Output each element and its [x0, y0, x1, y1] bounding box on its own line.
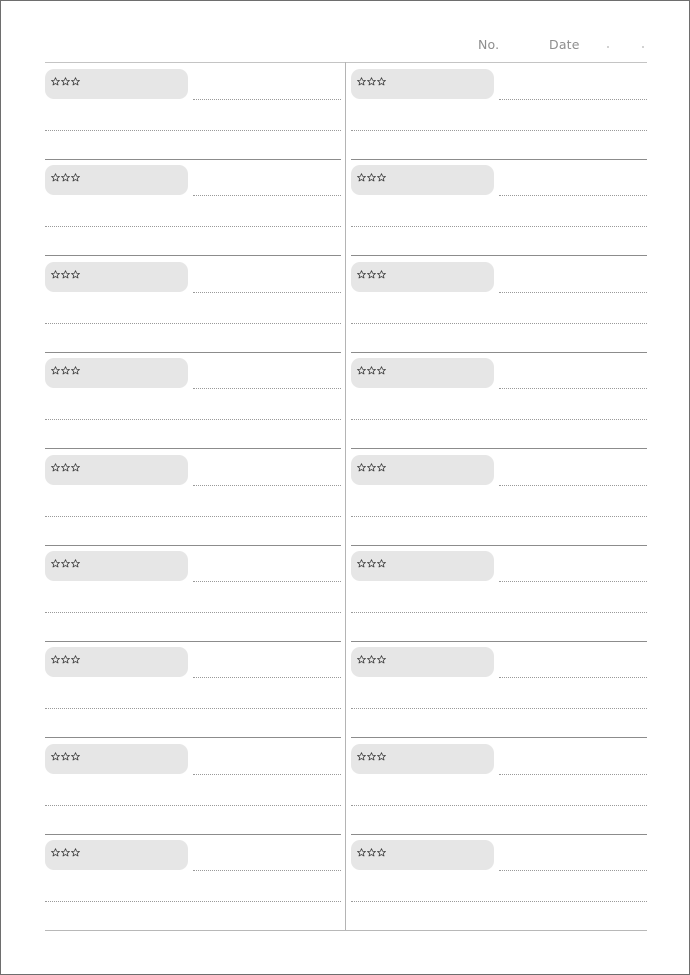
star-outline-icon[interactable] [61, 77, 70, 86]
entry-writing-line[interactable] [45, 323, 341, 324]
star-rating[interactable] [357, 655, 386, 665]
star-outline-icon[interactable] [71, 77, 80, 86]
entry-block [45, 545, 341, 641]
star-outline-icon[interactable] [377, 848, 386, 857]
star-outline-icon[interactable] [51, 77, 60, 86]
entry-writing-line[interactable] [499, 195, 647, 196]
entry-block [351, 834, 647, 930]
star-rating[interactable] [51, 655, 80, 665]
star-outline-icon[interactable] [357, 77, 366, 86]
entry-block [351, 449, 647, 545]
entry-writing-line[interactable] [45, 419, 341, 420]
entry-title-field[interactable] [45, 647, 188, 677]
star-outline-icon[interactable] [61, 559, 70, 568]
star-rating[interactable] [51, 559, 80, 569]
star-outline-icon[interactable] [357, 173, 366, 182]
star-outline-icon[interactable] [367, 559, 376, 568]
star-outline-icon[interactable] [71, 366, 80, 375]
entry-writing-line[interactable] [193, 774, 341, 775]
entry-title-field[interactable] [45, 455, 188, 485]
star-outline-icon[interactable] [71, 848, 80, 857]
entry-block [351, 256, 647, 352]
star-rating[interactable] [51, 270, 80, 280]
star-rating[interactable] [51, 77, 80, 87]
entry-title-field[interactable] [351, 551, 494, 581]
entry-title-field[interactable] [45, 744, 188, 774]
star-outline-icon[interactable] [357, 559, 366, 568]
no-label: No. [478, 37, 500, 52]
entry-block [351, 352, 647, 448]
date-separator-dot [607, 46, 609, 48]
entry-block [45, 159, 341, 255]
star-outline-icon[interactable] [367, 366, 376, 375]
star-outline-icon[interactable] [61, 463, 70, 472]
star-outline-icon[interactable] [377, 655, 386, 664]
entry-writing-line[interactable] [193, 388, 341, 389]
star-outline-icon[interactable] [51, 270, 60, 279]
entry-title-field[interactable] [351, 69, 494, 99]
entry-title-field[interactable] [45, 551, 188, 581]
star-rating[interactable] [357, 173, 386, 183]
entry-writing-line[interactable] [351, 419, 647, 420]
entry-title-field[interactable] [351, 744, 494, 774]
entry-writing-line[interactable] [351, 805, 647, 806]
entry-writing-line[interactable] [499, 581, 647, 582]
entry-writing-line[interactable] [351, 708, 647, 709]
star-rating[interactable] [51, 463, 80, 473]
star-outline-icon[interactable] [51, 366, 60, 375]
star-outline-icon[interactable] [71, 559, 80, 568]
star-outline-icon[interactable] [51, 173, 60, 182]
entry-block [351, 63, 647, 159]
entry-block [45, 834, 341, 930]
entry-block [45, 738, 341, 834]
star-rating[interactable] [51, 848, 80, 858]
entry-writing-line[interactable] [45, 612, 341, 613]
entry-writing-line[interactable] [45, 708, 341, 709]
entry-writing-line[interactable] [193, 581, 341, 582]
entry-block [351, 545, 647, 641]
entry-title-field[interactable] [45, 165, 188, 195]
entry-writing-line[interactable] [499, 388, 647, 389]
entry-writing-line[interactable] [193, 870, 341, 871]
star-outline-icon[interactable] [61, 752, 70, 761]
entry-writing-line[interactable] [45, 901, 341, 902]
entry-writing-line[interactable] [351, 226, 647, 227]
star-outline-icon[interactable] [357, 270, 366, 279]
star-outline-icon[interactable] [367, 173, 376, 182]
star-rating[interactable] [357, 752, 386, 762]
entry-writing-line[interactable] [193, 485, 341, 486]
star-outline-icon[interactable] [367, 848, 376, 857]
star-outline-icon[interactable] [377, 270, 386, 279]
star-outline-icon[interactable] [71, 270, 80, 279]
star-rating[interactable] [51, 366, 80, 376]
entry-writing-line[interactable] [351, 901, 647, 902]
entry-block [45, 63, 341, 159]
star-outline-icon[interactable] [61, 655, 70, 664]
entry-writing-line[interactable] [45, 226, 341, 227]
entry-writing-line[interactable] [499, 774, 647, 775]
star-outline-icon[interactable] [71, 655, 80, 664]
entry-writing-line[interactable] [351, 130, 647, 131]
star-rating[interactable] [357, 77, 386, 87]
star-rating[interactable] [51, 173, 80, 183]
entry-writing-line[interactable] [193, 677, 341, 678]
star-outline-icon[interactable] [367, 270, 376, 279]
star-outline-icon[interactable] [51, 752, 60, 761]
entry-title-field[interactable] [45, 840, 188, 870]
entry-writing-line[interactable] [499, 292, 647, 293]
star-rating[interactable] [357, 463, 386, 473]
star-outline-icon[interactable] [357, 655, 366, 664]
star-outline-icon[interactable] [377, 559, 386, 568]
star-outline-icon[interactable] [377, 463, 386, 472]
entry-writing-line[interactable] [193, 99, 341, 100]
entry-title-field[interactable] [351, 165, 494, 195]
star-outline-icon[interactable] [357, 752, 366, 761]
entry-title-field[interactable] [351, 358, 494, 388]
star-rating[interactable] [357, 848, 386, 858]
star-outline-icon[interactable] [61, 366, 70, 375]
entry-block [45, 352, 341, 448]
entry-writing-line[interactable] [351, 516, 647, 517]
entry-writing-line[interactable] [499, 99, 647, 100]
entry-block [45, 256, 341, 352]
entry-block [351, 738, 647, 834]
star-rating[interactable] [51, 752, 80, 762]
star-outline-icon[interactable] [51, 559, 60, 568]
star-rating[interactable] [357, 559, 386, 569]
star-outline-icon[interactable] [357, 463, 366, 472]
entry-block [45, 449, 341, 545]
entry-block [351, 641, 647, 737]
date-separator-dot [642, 46, 644, 48]
entry-title-field[interactable] [45, 262, 188, 292]
star-outline-icon[interactable] [367, 752, 376, 761]
star-rating[interactable] [357, 366, 386, 376]
entry-writing-line[interactable] [499, 485, 647, 486]
star-outline-icon[interactable] [71, 752, 80, 761]
entry-writing-line[interactable] [351, 612, 647, 613]
star-outline-icon[interactable] [71, 463, 80, 472]
star-outline-icon[interactable] [377, 366, 386, 375]
star-outline-icon[interactable] [367, 77, 376, 86]
entry-title-field[interactable] [351, 840, 494, 870]
column-divider [345, 62, 346, 931]
bottom-rule [45, 930, 647, 931]
entry-title-field[interactable] [351, 455, 494, 485]
entry-writing-line[interactable] [45, 516, 341, 517]
entry-writing-line[interactable] [45, 130, 341, 131]
entry-block [351, 159, 647, 255]
entry-writing-line[interactable] [499, 677, 647, 678]
entry-writing-line[interactable] [45, 805, 341, 806]
star-outline-icon[interactable] [61, 848, 70, 857]
star-rating[interactable] [357, 270, 386, 280]
star-outline-icon[interactable] [357, 366, 366, 375]
star-outline-icon[interactable] [51, 655, 60, 664]
star-outline-icon[interactable] [377, 173, 386, 182]
entry-title-field[interactable] [45, 358, 188, 388]
star-outline-icon[interactable] [377, 77, 386, 86]
star-outline-icon[interactable] [377, 752, 386, 761]
star-outline-icon[interactable] [367, 655, 376, 664]
entry-writing-line[interactable] [193, 195, 341, 196]
entry-title-field[interactable] [351, 647, 494, 677]
date-label: Date [549, 37, 580, 52]
star-outline-icon[interactable] [61, 270, 70, 279]
entry-writing-line[interactable] [351, 323, 647, 324]
entry-block [45, 641, 341, 737]
star-outline-icon[interactable] [61, 173, 70, 182]
entry-title-field[interactable] [45, 69, 188, 99]
star-outline-icon[interactable] [51, 848, 60, 857]
star-outline-icon[interactable] [367, 463, 376, 472]
entry-title-field[interactable] [351, 262, 494, 292]
star-outline-icon[interactable] [51, 463, 60, 472]
entry-writing-line[interactable] [193, 292, 341, 293]
star-outline-icon[interactable] [71, 173, 80, 182]
entry-writing-line[interactable] [499, 870, 647, 871]
star-outline-icon[interactable] [357, 848, 366, 857]
